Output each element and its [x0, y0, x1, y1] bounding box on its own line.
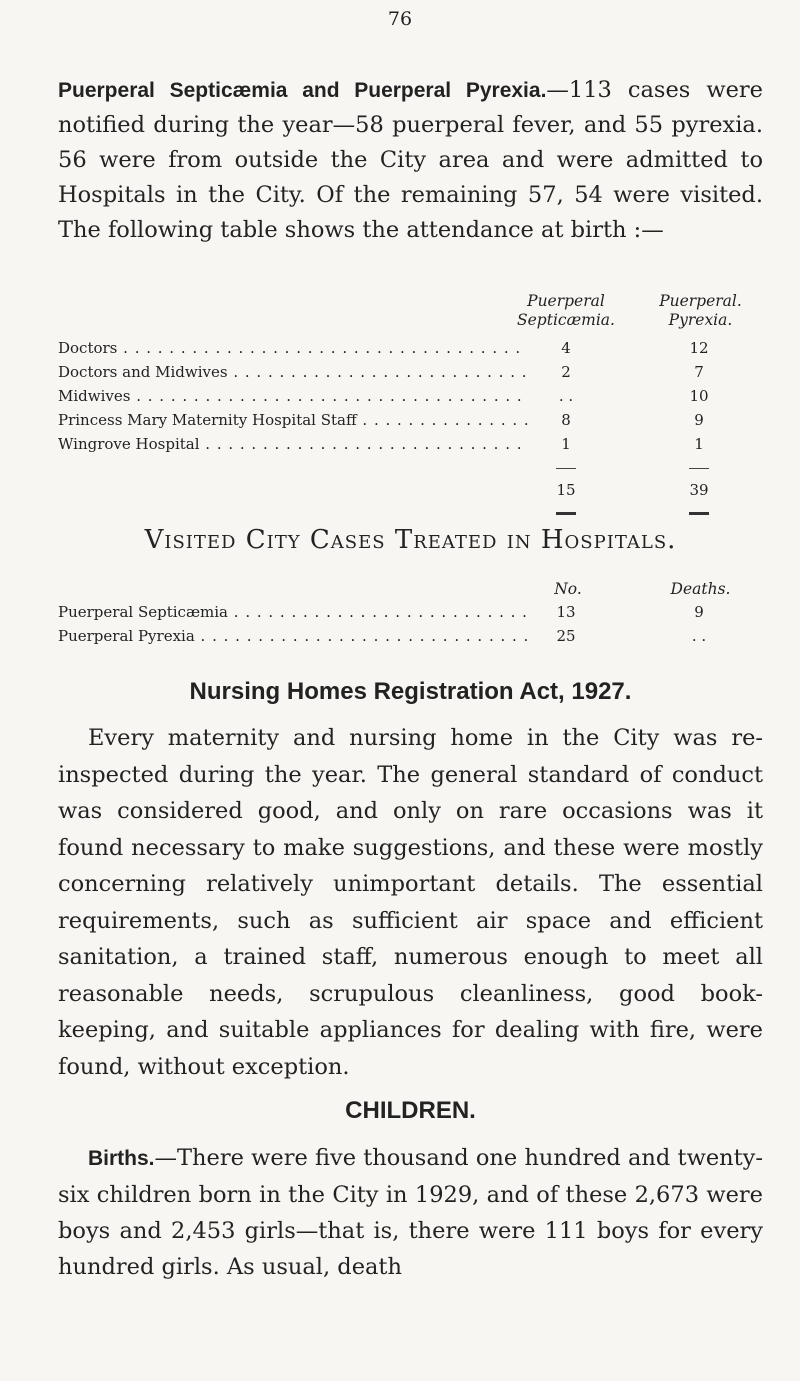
sum-rule-col2 [689, 468, 709, 469]
row-label: Puerperal Septicæmia . . . [58, 600, 528, 624]
puerperal-paragraph [58, 73, 763, 248]
totals-row [58, 478, 763, 502]
births-paragraph [58, 1140, 763, 1285]
col-header-deaths: Deaths. [670, 580, 731, 598]
births-text: —There were five thousand one hundred and twenty-six children born in the City in 1929, and of these 2,673 were boys and 2,453 girls—that is, there were 111 boys for every hundred girls. As usual, death [58, 1145, 763, 1280]
row-col1: 2 [561, 363, 571, 381]
puerperal-lead: Puerperal Septicæmia and Puerperal Pyrexia. [58, 79, 547, 102]
table-row [58, 624, 763, 648]
row-col1: 8 [561, 411, 571, 429]
row-label: Doctors . . . [58, 336, 528, 360]
row-col1: 4 [561, 339, 571, 357]
total-col1: 15 [556, 481, 576, 499]
row-col2: . . [691, 627, 707, 645]
double-rule-col1 [556, 512, 576, 515]
nursing-paragraph: Every maternity and nursing home in the City was re-inspected during the year. The general standard of conduct was considered good, and only on rare occasions was it found necessary to make suggestions, and these were mostly concerning relatively unimportant details. The essential requirements, such as sufficient air space and efficient sanitation, a trained staff, numerous enough to meet all reasonable needs, scrupulous cleanliness, good book-keeping, and suitable appliances for dealing with fire, were found, without exception. [58, 725, 763, 1080]
attendance-table [58, 292, 763, 517]
row-col2: 1 [694, 435, 704, 453]
nursing-heading: Nursing Homes Registration Act, 1927. [189, 678, 632, 705]
puerperal-text: —113 cases were notified during the year—58 puerperal fever, and 55 pyrexia. 56 were from outside the City area and were admitted to Hospitals in the City. Of the remaining 57, 54 were visited. The following table shows the attendance at birth :— [58, 77, 763, 243]
row-col2: 10 [689, 387, 709, 405]
visited-title: Visited City Cases Treated in Hospitals. [144, 525, 677, 555]
table-row [58, 384, 763, 408]
table-row [58, 336, 763, 360]
col-header-septicaemia: Puerperal Septicæmia. [517, 292, 615, 329]
row-col1: . . [558, 387, 574, 405]
row-col1: 1 [561, 435, 571, 453]
table-row [58, 408, 763, 432]
row-col1: 13 [556, 603, 576, 621]
row-col1: 25 [556, 627, 576, 645]
children-heading: CHILDREN. [345, 1097, 476, 1124]
table-row [58, 360, 763, 384]
total-col2: 39 [689, 481, 709, 499]
row-col2: 9 [694, 411, 704, 429]
double-rule-col2 [689, 512, 709, 515]
row-col2: 9 [694, 603, 704, 621]
table-row [58, 432, 763, 456]
row-col2: 12 [689, 339, 709, 357]
row-label: Wingrove Hospital . . . [58, 432, 528, 456]
col-header-no: No. [554, 580, 582, 598]
row-col2: 7 [694, 363, 704, 381]
row-label: Princess Mary Maternity Hospital Staff . . . [58, 408, 528, 432]
births-lead: Births. [88, 1147, 155, 1170]
sum-rule-col1 [556, 468, 576, 469]
row-label: Puerperal Pyrexia . . . [58, 624, 528, 648]
row-label: Doctors and Midwives . . . [58, 360, 528, 384]
visited-table [58, 580, 763, 662]
table-row [58, 600, 763, 624]
row-label: Midwives . . . [58, 384, 528, 408]
page-number: 76 [387, 8, 413, 30]
col-header-pyrexia: Puerperal. Pyrexia. [659, 292, 742, 329]
